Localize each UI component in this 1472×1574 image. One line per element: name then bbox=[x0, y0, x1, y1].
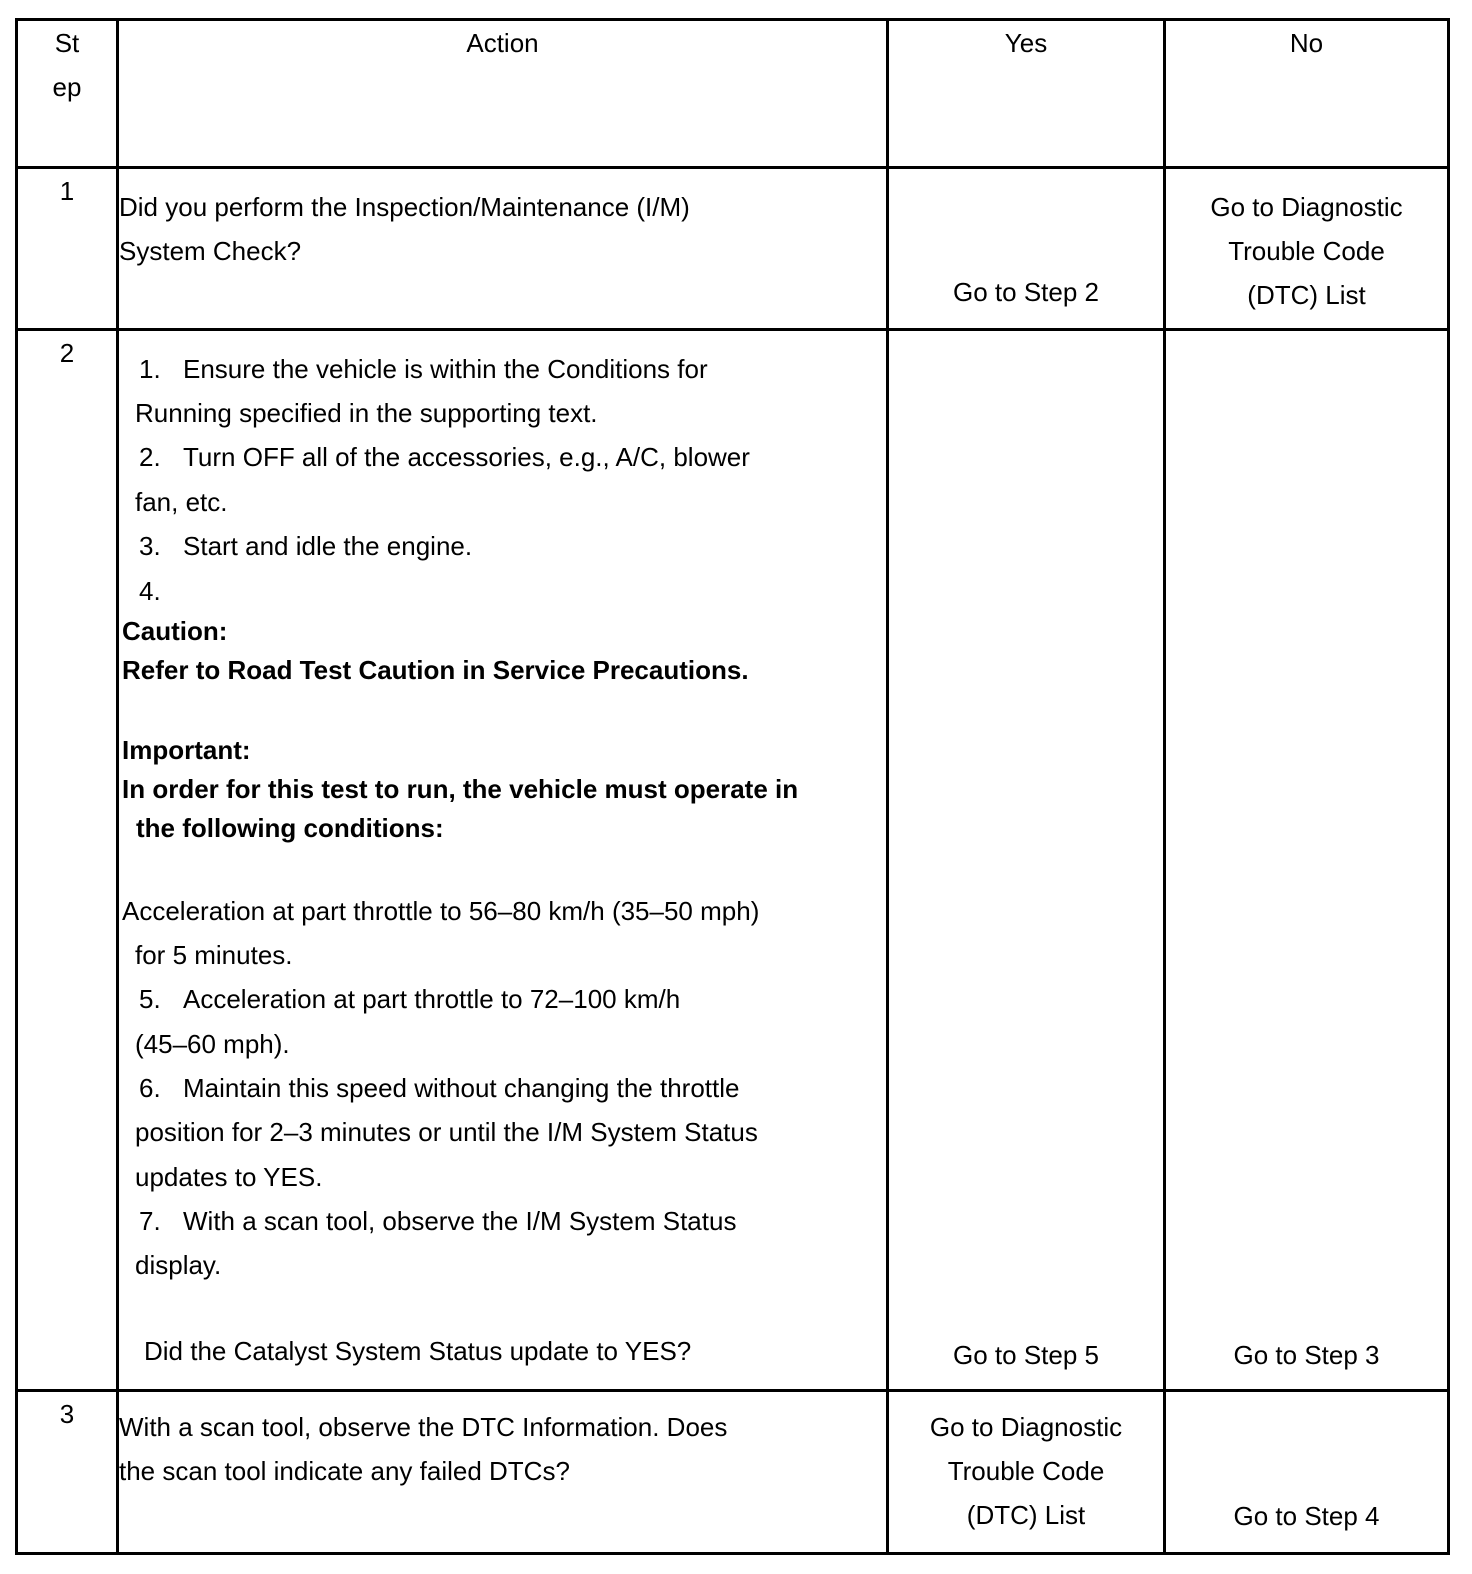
header-step-line1: St bbox=[54, 28, 80, 58]
header-step bbox=[17, 20, 118, 168]
procedure-item: 2. Turn OFF all of the accessories, e.g., A/C, blower bbox=[139, 442, 750, 472]
procedure-item: 3. Start and idle the engine. bbox=[139, 531, 473, 561]
yes-cell bbox=[888, 1391, 1165, 1554]
important-label: Important: bbox=[122, 735, 251, 765]
condition-text: for 5 minutes. bbox=[135, 940, 293, 970]
header-row bbox=[17, 20, 1449, 168]
header-yes: Yes bbox=[888, 20, 1165, 168]
step-number: 2 bbox=[17, 330, 118, 1391]
no-text: Trouble Code bbox=[1228, 236, 1385, 266]
no-cell: Go to Step 3 bbox=[1165, 330, 1449, 1391]
table-row bbox=[17, 330, 1449, 1391]
action-text: With a scan tool, observe the DTC Information. Does bbox=[119, 1412, 728, 1442]
table-row bbox=[17, 168, 1449, 330]
yes-text: Go to Diagnostic bbox=[929, 1412, 1123, 1442]
yes-cell: Go to Step 2 bbox=[888, 168, 1165, 330]
condition-text: Acceleration at part throttle to 56–80 km/h (35–50 mph) bbox=[122, 896, 760, 926]
procedure-item-continued: fan, etc. bbox=[135, 487, 228, 517]
step-number: 3 bbox=[17, 1391, 118, 1554]
procedure-item-continued: display. bbox=[135, 1250, 222, 1280]
caution-text: Refer to Road Test Caution in Service Precautions. bbox=[122, 655, 749, 685]
no-text: Go to Diagnostic bbox=[1210, 192, 1403, 222]
important-text: the following conditions: bbox=[136, 813, 444, 843]
procedure-item-continued: Running specified in the supporting text. bbox=[135, 398, 598, 428]
procedure-item: 7. With a scan tool, observe the I/M System Status bbox=[139, 1206, 737, 1236]
header-no: No bbox=[1165, 20, 1449, 168]
procedure-item: 6. Maintain this speed without changing the throttle bbox=[139, 1073, 740, 1103]
important-text: In order for this test to run, the vehicle must operate in bbox=[122, 774, 799, 804]
step-number: 1 bbox=[17, 168, 118, 330]
header-action: Action bbox=[118, 20, 888, 168]
procedure-item-continued: (45–60 mph). bbox=[135, 1029, 290, 1059]
yes-cell: Go to Step 5 bbox=[888, 330, 1165, 1391]
question-text: Did the Catalyst System Status update to YES? bbox=[144, 1336, 692, 1366]
action-text: the scan tool indicate any failed DTCs? bbox=[119, 1456, 570, 1486]
action-cell bbox=[118, 330, 888, 1391]
caution-label: Caution: bbox=[122, 616, 228, 646]
action-cell bbox=[118, 168, 888, 330]
yes-text: (DTC) List bbox=[966, 1500, 1086, 1530]
yes-text: Trouble Code bbox=[947, 1456, 1105, 1486]
no-cell: Go to Step 4 bbox=[1165, 1391, 1449, 1554]
table-row bbox=[17, 1391, 1449, 1554]
procedure-item: 4. bbox=[139, 576, 161, 606]
action-text: System Check? bbox=[119, 236, 302, 266]
action-cell bbox=[118, 1391, 888, 1554]
procedure-item-continued: updates to YES. bbox=[135, 1162, 323, 1192]
no-cell bbox=[1165, 168, 1449, 330]
diagnostic-table bbox=[15, 18, 1450, 1555]
action-text: Did you perform the Inspection/Maintenance (I/M) bbox=[119, 192, 690, 222]
procedure-item: 5. Acceleration at part throttle to 72–100 km/h bbox=[139, 984, 681, 1014]
procedure-item: 1. Ensure the vehicle is within the Conditions for bbox=[139, 354, 708, 384]
no-text: (DTC) List bbox=[1247, 280, 1366, 310]
procedure-item-continued: position for 2–3 minutes or until the I/M System Status bbox=[135, 1117, 758, 1147]
header-step-line2: ep bbox=[52, 72, 82, 102]
